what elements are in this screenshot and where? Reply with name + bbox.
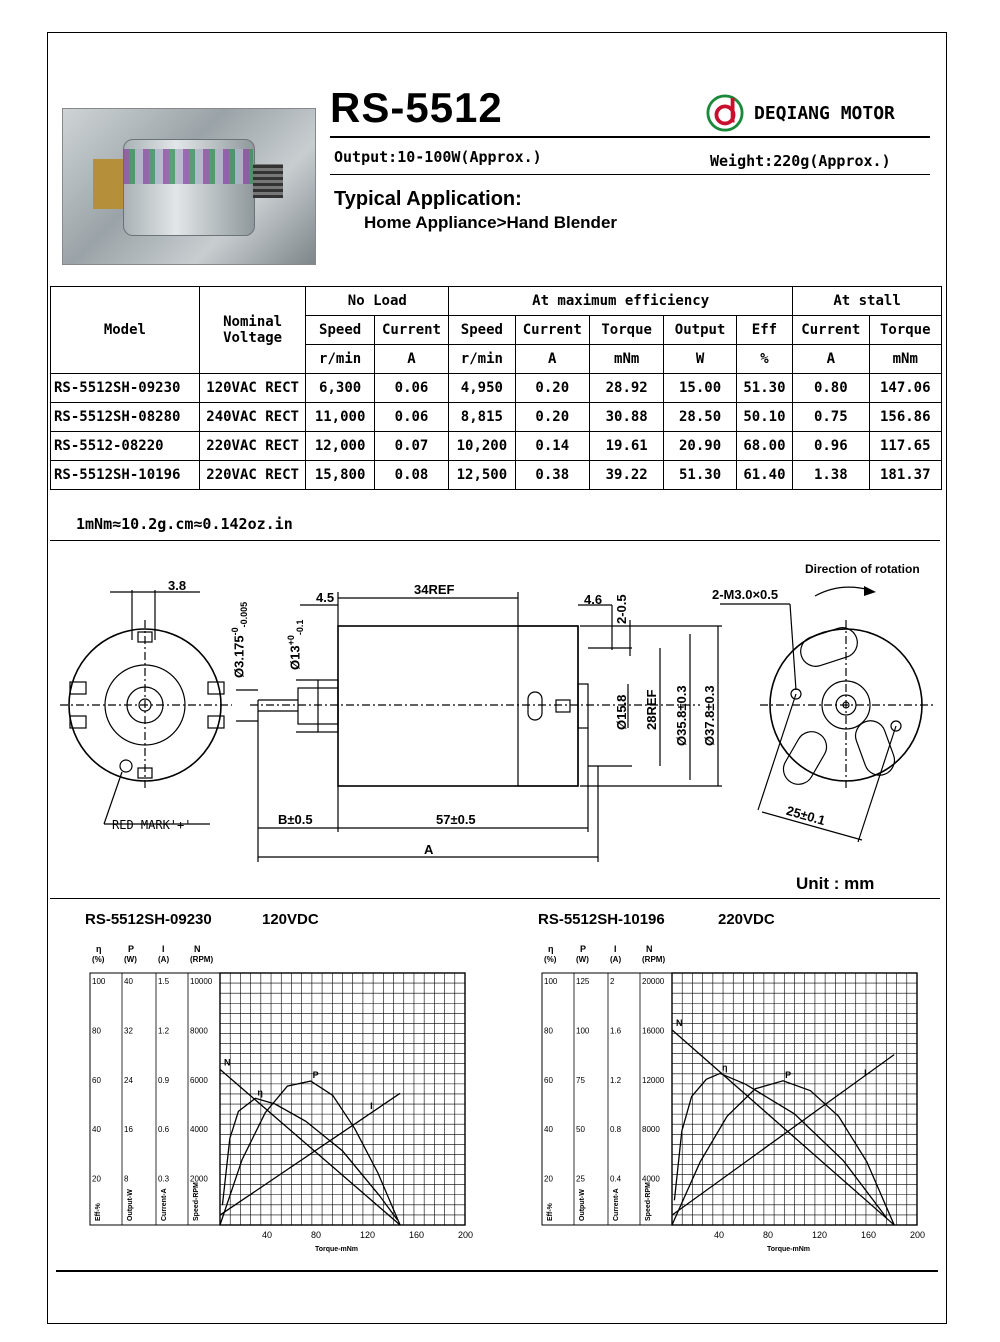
unit-conversion: 1mNm≈10.2g.cm≈0.142oz.in [76,515,293,533]
axis-unit: (A) [158,955,170,964]
unit-label: Unit : mm [796,874,875,893]
table-cell: 8,815 [449,403,515,432]
table-cell: 0.06 [374,374,448,403]
table-cell: 1.38 [793,461,869,490]
table-cell: 147.06 [869,374,941,403]
dim-3-8: 3.8 [168,578,187,593]
axis-tick-label: 0.3 [158,1174,170,1184]
axis-tick-label: 20000 [642,977,665,987]
axis-tick-label: 10000 [190,977,213,987]
x-tick-label: 160 [861,1230,877,1240]
application-heading: Typical Application: [334,188,522,210]
series-label: η [257,1087,263,1098]
axis-label: Eff-% [95,1203,102,1221]
axis-tick-label: 100 [576,1026,590,1036]
table-cell: 0.75 [793,403,869,432]
th-speed: Speed [306,316,374,345]
application-value: Home Appliance>Hand Blender [364,213,618,232]
axis-unit: (%) [544,955,557,964]
table-cell: 6,300 [306,374,374,403]
axis-tick-label: 8000 [190,1026,208,1036]
dim-b: B±0.5 [278,812,313,827]
dim-28ref: 28REF [644,689,659,730]
dim-37-8: Ø37.8±0.3 [702,685,717,746]
series-label: N [676,1017,683,1028]
x-tick-label: 80 [311,1230,322,1240]
th-voltage: Nominal Voltage [199,287,306,374]
table-cell: 220VAC RECT [199,432,306,461]
table-cell: 0.20 [515,374,589,403]
th-torque: Torque [589,316,663,345]
table-cell: 28.50 [664,403,736,432]
dim-2-0-5: 2-0.5 [614,594,629,624]
axis-label: Eff-% [547,1203,554,1221]
series-label: I [370,1101,373,1112]
dim-boss-diameter: $Ø13^{+0}_{-0.1}$ [286,619,305,670]
th-eff: Eff [736,316,792,345]
axis-tick-label: 0.8 [610,1125,622,1135]
model-title: RS-5512 [330,84,503,131]
th-unit: A [374,345,448,374]
series-line-2 [672,1081,894,1225]
axis-unit: (A) [610,955,622,964]
axis-tick-label: 4000 [190,1125,208,1135]
x-tick-label: 40 [262,1230,273,1240]
table-cell: 4,950 [449,374,515,403]
table-cell: 11,000 [306,403,374,432]
axis-tick-label: 2000 [190,1174,208,1184]
table-cell: 0.08 [374,461,448,490]
th-max-eff: At maximum efficiency [449,287,793,316]
table-cell: 20.90 [664,432,736,461]
x-tick-label: 80 [763,1230,774,1240]
dim-35-8: Ø35.8±0.3 [674,685,689,746]
chart1-title: RS-5512SH-09230 [85,911,212,928]
table-cell: 117.65 [869,432,941,461]
axis-tick-label: 60 [544,1075,553,1085]
series-line-0 [672,1030,894,1225]
axis-tick-label: 100 [544,977,558,987]
axis-tick-label: 32 [124,1026,133,1036]
table-cell: 0.38 [515,461,589,490]
table-cell: 0.96 [793,432,869,461]
axis-tick-label: 0.4 [610,1174,622,1184]
axis-tick-label: 100 [92,977,106,987]
series-label: P [785,1069,792,1080]
axis-symbol: I [614,944,617,954]
th-unit: % [736,345,792,374]
axis-tick-label: 2 [610,977,615,987]
rotation-direction-label: Direction of rotation [805,562,920,576]
series-line-1 [672,1055,894,1216]
table-cell: 19.61 [589,432,663,461]
axis-tick-label: 24 [124,1075,133,1085]
table-cell: RS-5512SH-10196 [51,461,200,490]
axis-label: Speed-RPM [193,1182,200,1221]
th-unit: mNm [869,345,941,374]
x-tick-label: 200 [458,1230,474,1240]
axis-label: Current-A [161,1188,168,1221]
axis-unit: (RPM) [642,955,666,964]
table-cell: 28.92 [589,374,663,403]
axis-label: Output-W [127,1189,134,1221]
axis-unit: (W) [576,955,589,964]
axis-tick-label: 60 [92,1075,101,1085]
series-label: P [312,1070,319,1081]
table-cell: 50.10 [736,403,792,432]
dim-a: A [424,842,434,857]
th-unit: r/min [449,345,515,374]
axis-tick-label: 0.6 [158,1125,170,1135]
dim-25: 25±0.1 [784,802,827,829]
series-label: η [722,1062,728,1073]
table-cell: 181.37 [869,461,941,490]
red-mark-label: RED MARK'+' [112,818,192,832]
th-output: Output [664,316,736,345]
axis-symbol: η [548,944,554,954]
axis-tick-label: 0.9 [158,1075,170,1085]
th-torque: Torque [869,316,941,345]
th-unit: A [793,345,869,374]
axis-label: Current-A [613,1188,620,1221]
section-rule [50,898,940,899]
brand-name: DEQIANG MOTOR [754,103,895,124]
table-cell: 12,000 [306,432,374,461]
axis-symbol: N [646,944,653,954]
chart2-performance [532,940,932,1260]
axis-tick-label: 20 [544,1174,553,1184]
output-spec: Output:10-100W(Approx.) [334,148,542,166]
th-current: Current [374,316,448,345]
dim-4-6: 4.6 [584,592,603,607]
axis-tick-label: 1.2 [158,1026,170,1036]
table-cell: 10,200 [449,432,515,461]
axis-tick-label: 4000 [642,1174,660,1184]
table-cell: 220VAC RECT [199,461,306,490]
x-tick-label: 120 [812,1230,828,1240]
axis-tick-label: 75 [576,1075,585,1085]
table-cell: RS-5512SH-09230 [51,374,200,403]
table-cell: 0.14 [515,432,589,461]
x-tick-label: 120 [360,1230,376,1240]
axis-tick-label: 80 [92,1026,101,1036]
table-cell: 0.80 [793,374,869,403]
x-tick-label: 40 [714,1230,725,1240]
axis-tick-label: 1.2 [610,1075,622,1085]
axis-tick-label: 8 [124,1174,129,1184]
axis-symbol: N [194,944,201,954]
axis-label: Speed-RPM [645,1182,652,1221]
dim-m3: 2-M3.0×0.5 [712,587,779,602]
axis-tick-label: 1.6 [610,1026,622,1036]
table-cell: 51.30 [736,374,792,403]
axis-tick-label: 40 [544,1125,553,1135]
axis-unit: (RPM) [190,955,214,964]
table-cell: 0.07 [374,432,448,461]
dim-shaft-diameter: $Ø3.175^{-0}_{-0.005}$ [230,601,249,678]
scale-block [90,973,220,1225]
axis-tick-label: 20 [92,1174,101,1184]
axis-tick-label: 40 [92,1125,101,1135]
table-cell: RS-5512SH-08280 [51,403,200,432]
th-model: Model [51,287,200,374]
axis-tick-label: 125 [576,977,590,987]
table-cell: 68.00 [736,432,792,461]
x-axis-label: Torque-mNm [315,1246,359,1253]
axis-tick-label: 8000 [642,1125,660,1135]
axis-symbol: I [162,944,165,954]
th-speed: Speed [449,316,515,345]
table-cell: 0.20 [515,403,589,432]
dim-34ref: 34REF [414,582,455,597]
axis-tick-label: 50 [576,1125,585,1135]
axis-tick-label: 12000 [642,1075,665,1085]
th-no-load: No Load [306,287,449,316]
table-cell: 12,500 [449,461,515,490]
axis-tick-label: 1.5 [158,977,170,987]
series-label: I [864,1068,867,1079]
axis-symbol: P [128,944,135,954]
x-tick-label: 200 [910,1230,926,1240]
axis-symbol: η [96,944,102,954]
chart1-performance [80,940,480,1260]
axis-tick-label: 80 [544,1026,553,1036]
th-unit: W [664,345,736,374]
footer-rule [56,1270,938,1272]
axis-symbol: P [580,944,587,954]
th-stall: At stall [793,287,942,316]
table-cell: 240VAC RECT [199,403,306,432]
series-label: N [224,1057,231,1068]
th-unit: A [515,345,589,374]
table-cell: RS-5512-08220 [51,432,200,461]
table-cell: 61.40 [736,461,792,490]
series-line-3 [674,1073,886,1217]
th-unit: mNm [589,345,663,374]
table-cell: 15.00 [664,374,736,403]
th-unit: r/min [306,345,374,374]
x-axis-label: Torque-mNm [767,1246,811,1253]
axis-unit: (%) [92,955,105,964]
axis-tick-label: 40 [124,977,133,987]
axis-tick-label: 6000 [190,1075,208,1085]
dim-15-8: Ø15.8 [614,694,629,730]
table-cell: 15,800 [306,461,374,490]
table-cell: 30.88 [589,403,663,432]
scale-block [542,973,672,1225]
table-cell: 156.86 [869,403,941,432]
table-cell: 39.22 [589,461,663,490]
chart2-subtitle: 220VDC [718,911,775,928]
table-cell: 0.06 [374,403,448,432]
axis-label: Output-W [579,1189,586,1221]
chart2-title: RS-5512SH-10196 [538,911,665,928]
table-cell: 51.30 [664,461,736,490]
axis-tick-label: 16 [124,1125,133,1135]
axis-tick-label: 16000 [642,1026,665,1036]
th-current: Current [793,316,869,345]
axis-tick-label: 25 [576,1174,585,1184]
chart1-subtitle: 120VDC [262,911,319,928]
table-cell: 120VAC RECT [199,374,306,403]
x-tick-label: 160 [409,1230,425,1240]
axis-unit: (W) [124,955,137,964]
dim-4-5: 4.5 [316,590,335,605]
dim-57: 57±0.5 [436,812,476,827]
weight-spec: Weight:220g(Approx.) [710,152,891,170]
th-current: Current [515,316,589,345]
